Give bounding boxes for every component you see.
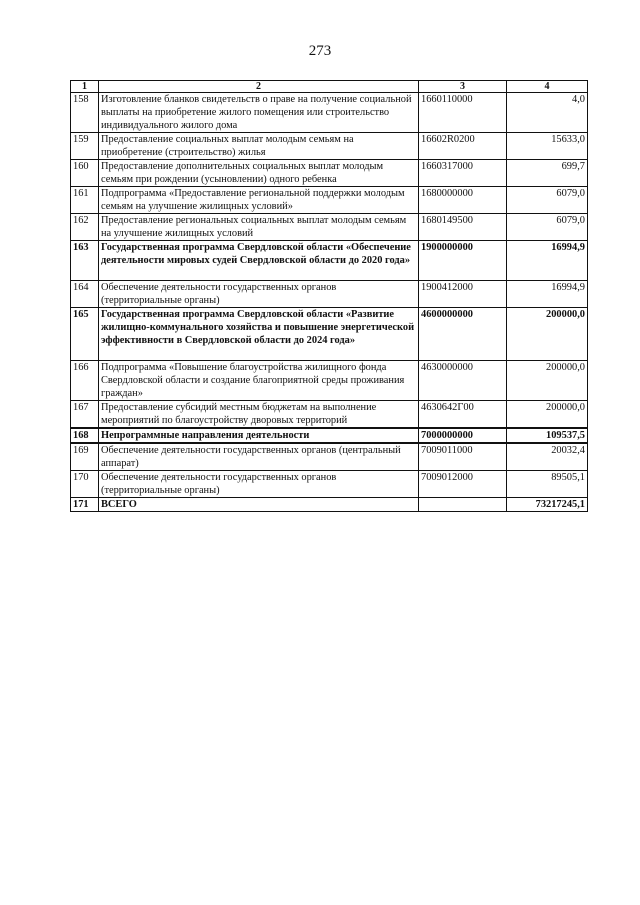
budget-table	[70, 80, 588, 512]
row-name-cell: Обеспечение деятельности государственных органов (территориальные органы)	[99, 281, 419, 308]
table-row	[71, 401, 588, 429]
table-body	[71, 93, 588, 512]
row-number-cell: 166	[71, 361, 99, 401]
row-name-cell: Изготовление бланков свидетельств о праве на получение социальной выплаты на приобретение жилого помещения или строительство индивидуального жилого дома	[99, 93, 419, 133]
row-code-cell: 1680000000	[419, 187, 507, 214]
row-amount-cell: 15633,0	[507, 133, 588, 160]
table-row	[71, 241, 588, 281]
row-number-cell: 170	[71, 471, 99, 498]
row-name-cell: Предоставление региональных социальных выплат молодым семьям на улучшение жилищных условий	[99, 214, 419, 241]
row-number-cell: 162	[71, 214, 99, 241]
table-row	[71, 214, 588, 241]
page-number: 273	[308, 43, 332, 59]
table-header-row	[71, 81, 588, 93]
row-code-cell: 4630000000	[419, 361, 507, 401]
row-number-cell: 163	[71, 241, 99, 281]
row-name-cell: Государственная программа Свердловской области «Развитие жилищно-коммунального хозяйства и повышение энергетической эффективности в Свердловской области до 2024 года»	[99, 308, 419, 361]
row-name-cell: Подпрограмма «Предоставление региональной поддержки молодым семьям на улучшение жилищных условий»	[99, 187, 419, 214]
row-name-cell: Предоставление субсидий местным бюджетам на выполнение мероприятий по благоустройству дворовых территорий	[99, 401, 419, 429]
row-number-cell: 165	[71, 308, 99, 361]
row-code-cell: 1660317000	[419, 160, 507, 187]
row-number-cell: 160	[71, 160, 99, 187]
row-name-cell: Непрограммные направления деятельности	[99, 428, 419, 443]
table-row	[71, 428, 588, 443]
row-amount-cell: 4,0	[507, 93, 588, 133]
row-amount-cell: 73217245,1	[507, 498, 588, 512]
table-row	[71, 133, 588, 160]
table-row	[71, 187, 588, 214]
row-name-cell: Государственная программа Свердловской области «Обеспечение деятельности мировых судей Свердловской области до 2020 года»	[99, 241, 419, 281]
table-row	[71, 93, 588, 133]
row-code-cell: 4630642Г00	[419, 401, 507, 429]
column-header-4: 4	[507, 81, 588, 93]
table-row	[71, 471, 588, 498]
row-number-cell: 167	[71, 401, 99, 429]
table-row	[71, 498, 588, 512]
row-name-cell: Подпрограмма «Повышение благоустройства жилищного фонда Свердловской области и создание благоприятной среды проживания граждан»	[99, 361, 419, 401]
row-amount-cell: 89505,1	[507, 471, 588, 498]
row-amount-cell: 109537,5	[507, 428, 588, 443]
row-number-cell: 158	[71, 93, 99, 133]
row-amount-cell: 200000,0	[507, 361, 588, 401]
row-amount-cell: 6079,0	[507, 214, 588, 241]
row-amount-cell: 16994,9	[507, 281, 588, 308]
table-row	[71, 308, 588, 361]
row-code-cell: 1660110000	[419, 93, 507, 133]
column-header-1: 1	[71, 81, 99, 93]
row-number-cell: 161	[71, 187, 99, 214]
row-amount-cell: 20032,4	[507, 443, 588, 471]
row-amount-cell: 200000,0	[507, 308, 588, 361]
row-number-cell: 171	[71, 498, 99, 512]
table-row	[71, 443, 588, 471]
row-code-cell: 1900412000	[419, 281, 507, 308]
row-name-cell: Предоставление дополнительных социальных выплат молодым семьям при рождении (усыновлении) одного ребенка	[99, 160, 419, 187]
row-code-cell: 7009011000	[419, 443, 507, 471]
row-code-cell: 7000000000	[419, 428, 507, 443]
row-name-cell: Обеспечение деятельности государственных органов (территориальные органы)	[99, 471, 419, 498]
row-code-cell: 1680149500	[419, 214, 507, 241]
row-number-cell: 168	[71, 428, 99, 443]
table-row	[71, 160, 588, 187]
row-amount-cell: 16994,9	[507, 241, 588, 281]
row-code-cell	[419, 498, 507, 512]
row-code-cell: 16602R0200	[419, 133, 507, 160]
row-number-cell: 159	[71, 133, 99, 160]
column-header-3: 3	[419, 81, 507, 93]
row-code-cell: 4600000000	[419, 308, 507, 361]
row-number-cell: 169	[71, 443, 99, 471]
table-row	[71, 281, 588, 308]
row-name-cell: ВСЕГО	[99, 498, 419, 512]
row-code-cell: 1900000000	[419, 241, 507, 281]
row-amount-cell: 699,7	[507, 160, 588, 187]
row-amount-cell: 200000,0	[507, 401, 588, 429]
table-row	[71, 361, 588, 401]
row-name-cell: Предоставление социальных выплат молодым семьям на приобретение (строительство) жилья	[99, 133, 419, 160]
row-code-cell: 7009012000	[419, 471, 507, 498]
row-name-cell: Обеспечение деятельности государственных органов (центральный аппарат)	[99, 443, 419, 471]
row-number-cell: 164	[71, 281, 99, 308]
column-header-2: 2	[99, 81, 419, 93]
row-amount-cell: 6079,0	[507, 187, 588, 214]
